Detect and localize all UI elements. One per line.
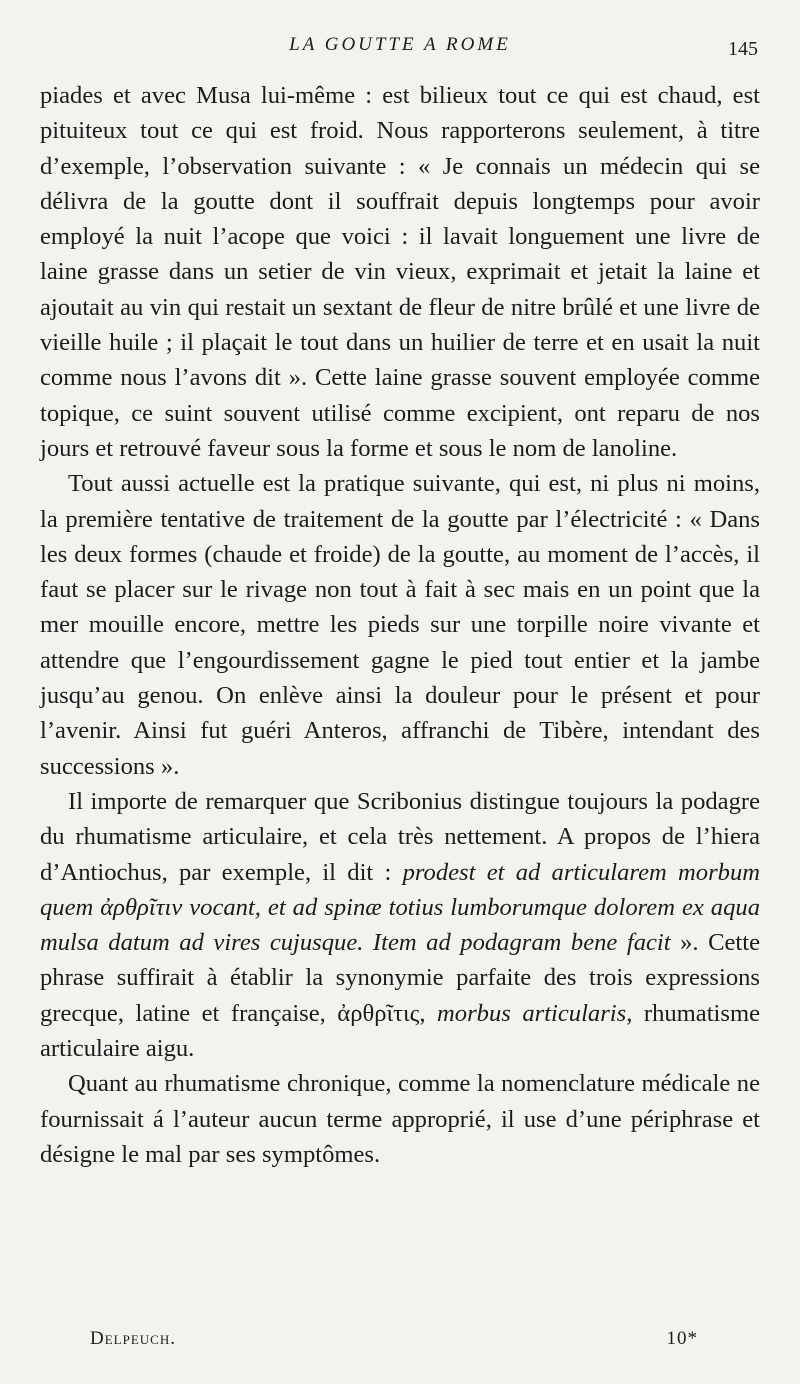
page-number: 145 (728, 38, 758, 60)
paragraph-text: piades et avec Musa lui-même : est bilieux tout ce qui est chaud, est pituiteux tout ce qui est froid. Nous rapporterons seulement, à titre d’exemple, l’observation suivante : « Je connais un médecin qui se délivra de la goutte dont il souffrait depuis longtemps pour avoir employé la nuit l’acope que voici : il lavait longuement une livre de laine grasse dans un setier de vin vieux, exprimait et jetait la laine et ajoutait au vin qui restait un sextant de fleur de nitre brûlé et une livre de vieille huile ; il plaçait le tout dans un huilier de terre et en usait la nuit comme nous l’avons dit ». Cette laine grasse souvent employée comme topique, ce suint souvent utilisé comme excipient, ont reparu de nos jours et retrouvé faveur sous la forme et sous le nom de lanoline. (40, 82, 760, 462)
paragraph (40, 78, 760, 466)
paragraph (40, 1066, 760, 1172)
running-title: LA GOUTTE A ROME (289, 34, 511, 55)
latin-quote: prodest et ad articularem morbum quem ἀρθρῖτιν vocant, et ad spinæ totius lumborumque dolorem ex aqua mulsa datum ad vires cujusque. Item ad podagram bene facit (40, 858, 760, 957)
signature-mark-author: Delpeuch. (90, 1328, 176, 1349)
gathering-signature: 10* (666, 1328, 698, 1349)
paragraph-text: Tout aussi actuelle est la pratique suivante, qui est, ni plus ni moins, la première tentative de traitement de la goutte par l’électricité : « Dans les deux formes (chaude et froide) de la goutte, au moment de l’accès, il faut se placer sur le rivage non tout à fait à sec mais en un point que la mer mouille encore, mettre les pieds sur une torpille noire vivante et attendre que l’engourdissement gagne le pied tout entier et la jambe jusqu’au genou. On enlève ainsi la douleur pour le présent et pour l’avenir. Ainsi fut guéri Anteros, affranchi de Tibère, intendant des successions ». (40, 470, 760, 780)
paragraph-text: Quant au rhumatisme chronique, comme la nomenclature médicale ne fournissait á l’auteur aucun terme approprié, il use d’une périphrase et désigne le mal par ses symptômes. (40, 1070, 760, 1168)
paragraph (40, 784, 760, 1066)
paragraph-text: ». Cette phrase suffirait à établir la synonymie parfaite des trois expressions grecque, latine et française, ἀρθρῖτις, (40, 929, 760, 1027)
running-head (40, 34, 760, 60)
body-text (40, 78, 760, 1172)
page-footer (40, 1326, 760, 1356)
paragraph-text: rhumatisme articulaire aigu. (40, 999, 760, 1063)
paragraph (40, 466, 760, 784)
paragraph-text: Il importe de remarquer que Scribonius distingue toujours la podagre du rhumatisme articulaire, et cela très nettement. A propos de l’hiera d’Antiochus, par exemple, il dit : (40, 787, 760, 886)
latin-term: morbus articularis, (437, 999, 633, 1027)
